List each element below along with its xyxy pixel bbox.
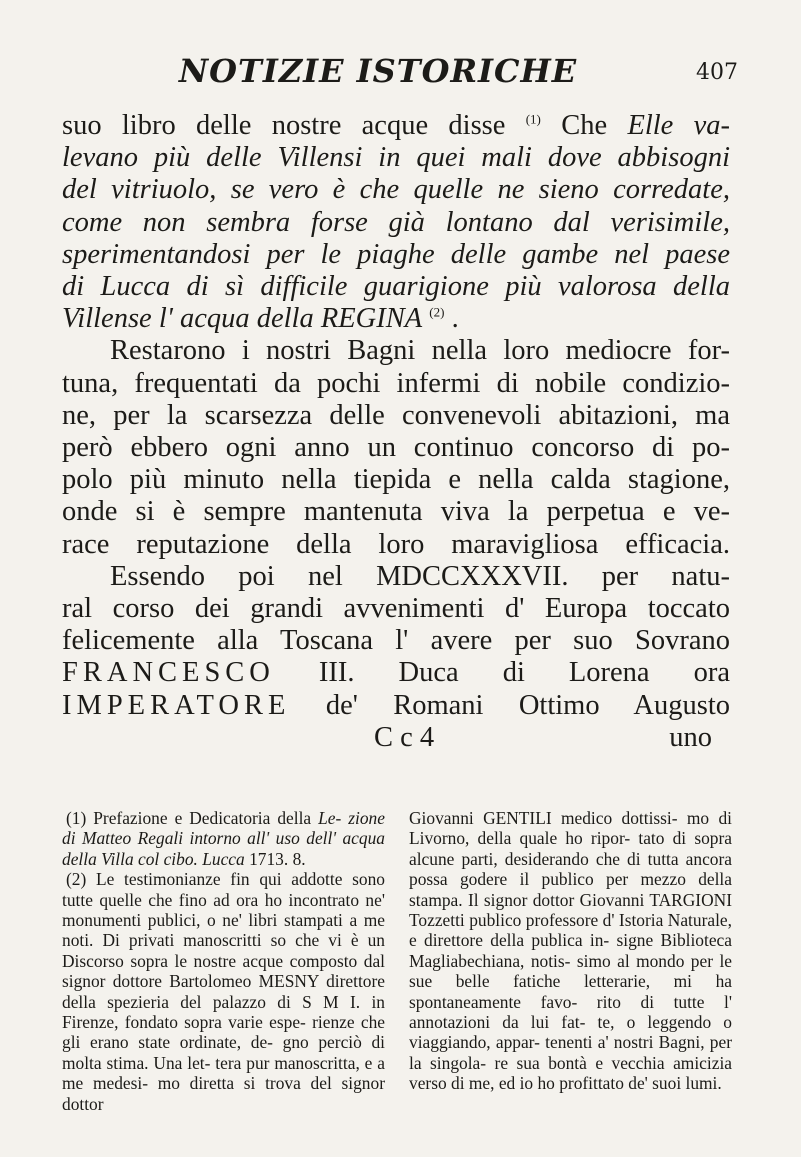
text-run: suo libro delle nostre acque disse [62, 110, 506, 141]
text-line: come non sembra forse già lontano dal verisimile, [62, 206, 730, 238]
text-line [62, 303, 730, 335]
footnote-2-continued: Giovanni GENTILI medico dottissi- mo di Livorno, della quale ho ripor- tato di sopra alcune parti, desiderando che di tutta ancora possa godere il publico per mezzo della stampa. Il signor dottor Giovanni TARGIONI Tozzetti publico professore d' Istoria Naturale, e direttore della publica in- signe Biblioteca Magliabechiana, notis- simo al mondo per le sue belle fatiche letterarie, mi ha spontaneamente favo- rito di tutte l' annotazioni da lui fat- te, o leggendo o viaggiando, appar- tenenti a' nostri Bagni, per la singola- re sua bontà e vecchia amicizia verso di me, ed io ho profittato de' suoi lumi. [409, 808, 732, 1094]
text-line: Essendo poi nel MDCCXXXVII. per natu- [110, 560, 730, 592]
footnote-text: 1713. 8. [249, 848, 306, 869]
text-line [62, 690, 730, 722]
footnotes [62, 808, 732, 1114]
footnote-column-left [62, 808, 385, 1114]
text-line: sperimentandosi per le piaghe delle gambe nel paese [62, 238, 730, 270]
page-header [88, 52, 738, 98]
footnote-1 [62, 808, 385, 869]
italic-run: Villense l' acqua della REGINA [62, 303, 423, 335]
footnote-italic: Le- [318, 808, 342, 828]
text-run: Che [561, 110, 608, 141]
signature-line [62, 722, 730, 754]
footnote-ref: (1) [525, 111, 541, 127]
footnote-column-right [409, 808, 732, 1114]
text-line: di Lucca di sì difficile guarigione più valorosa della [62, 271, 730, 303]
footnote-ref: (2) [429, 304, 445, 320]
page-number: 407 [696, 60, 738, 85]
signature-mark: C c 4 [374, 721, 435, 753]
text-line: però ebbero ogni anno un continuo concorso di po- [62, 432, 730, 464]
text-run: . [451, 303, 459, 335]
text-line: tuna, frequentati da pochi infermi di nobile condizio- [62, 367, 730, 399]
text-line: polo più minuto nella tiepida e nella calda stagione, [62, 464, 730, 496]
text-line: race reputazione della loro maravigliosa efficacia. [62, 528, 730, 560]
text-line [62, 110, 730, 142]
text-run: III. Duca di Lorena ora [318, 657, 730, 689]
text-line: Restarono i nostri Bagni nella loro mediocre for- [110, 335, 730, 367]
footnote-text: (1) Prefazione e Dedicatoria della [66, 808, 312, 828]
text-line: levano più delle Villensi in quei mali dove abbisogni [62, 142, 730, 174]
main-text [62, 110, 730, 754]
text-line: onde si è sempre mantenuta viva la perpetua e ve- [62, 496, 730, 528]
running-title: NOTIZIE ISTORICHE [178, 52, 578, 90]
text-line: felicemente alla Toscana l' avere per suo Sovrano [62, 625, 730, 657]
footnote-2: (2) Le testimonianze fin qui addotte sono tutte quelle che fino ad ora ho incontrato ne' monumenti publici, o ne' libri stampati a me noti. Di privati manoscritti so che vi è un Discorso sopra le nostre acque composto dal signor dottore Bartolomeo MESNY direttore della spezieria del palazzo di S M I. in Firenze, fondato sopra varie espe- rienze che gli erano state ordinate, de- gno perciò di molta stima. Una let- tera pur manoscritta, e a me medesi- mo diretta si trova del signor dottor [62, 869, 385, 1114]
text-line: del vitriuolo, se vero è che quelle ne sieno corredate, [62, 174, 730, 206]
footnote-italic: zione di Matteo Regali intorno all' uso dell' acqua della Villa col cibo. Lucca [62, 808, 385, 869]
text-run: de' Romani Ottimo Augusto [325, 689, 731, 721]
text-line: ne, per la scarsezza delle convenevoli abitazioni, ma [62, 399, 730, 431]
italic-run: Elle va- [627, 110, 731, 141]
catchword: uno [669, 721, 712, 753]
imperial-title: IMPERATORE [62, 689, 291, 721]
text-line: ral corso dei grandi avvenimenti d' Europa toccato [62, 593, 730, 625]
sovereign-name: FRANCESCO [62, 657, 275, 689]
text-line [62, 657, 730, 689]
